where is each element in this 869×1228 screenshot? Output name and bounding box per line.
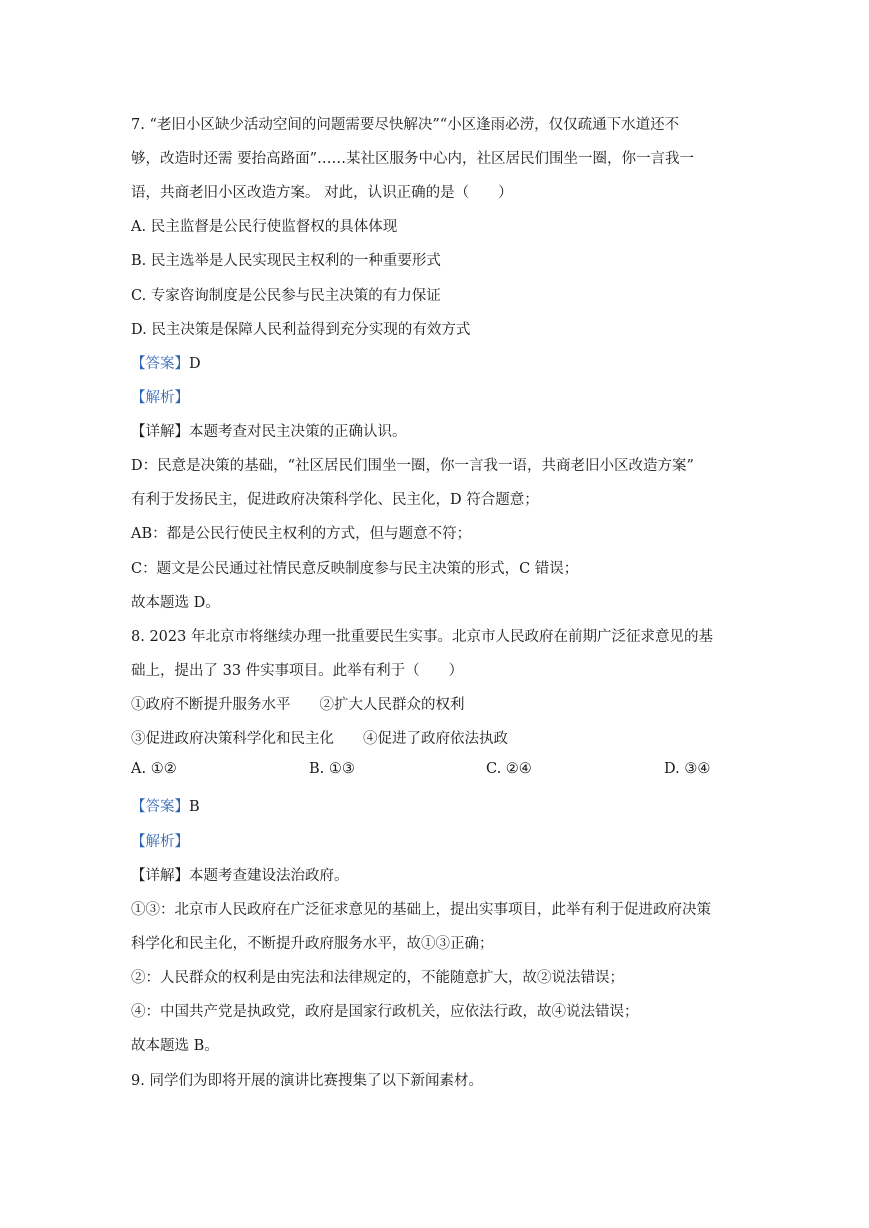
q7-option-d: D. 民主决策是保障人民利益得到充分实现的有效方式 (131, 322, 471, 338)
q8-statements-line-2: ③促进政府决策科学化和民主化 ④促进了政府依法执政 (131, 731, 508, 747)
q7-stem-line-1: 7. “老旧小区缺少活动空间的问题需要尽快解决”“小区逢雨必涝，仅仅疏通下水道还不 (131, 117, 680, 133)
q8-stem-line-1: 8. 2023 年北京市将继续办理一批重要民生实事。北京市人民政府在前期广泛征求意见的基 (131, 629, 713, 645)
q8-option-d: D. ③④ (664, 761, 711, 777)
q8-option-b: B. ①③ (309, 761, 355, 777)
q8-detail-label: 【详解】 (131, 868, 189, 884)
q8-explanation-line-1: ①③：北京市人民政府在广泛征求意见的基础上，提出实事项目，此举有利于促进政府决策 (131, 902, 711, 918)
q7-detail-text: 本题考查对民主决策的正确认识。 (189, 424, 407, 440)
q7-option-b: B. 民主选举是人民实现民主权利的一种重要形式 (131, 253, 441, 269)
q8-analysis-label: 【解析】 (131, 834, 189, 850)
q8-explanation-line-2: 科学化和民主化，不断提升政府服务水平，故①③正确； (131, 936, 494, 952)
q7-option-c: C. 专家咨询制度是公民参与民主决策的有力保证 (131, 288, 441, 304)
q7-stem-line-3: 语，共商老旧小区改造方案。 对此，认识正确的是（ ） (131, 185, 513, 201)
q7-option-a: A. 民主监督是公民行使监督权的具体体现 (131, 219, 398, 235)
q7-explanation-line-2: 有利于发扬民主，促进政府决策科学化、民主化，D 符合题意； (131, 492, 539, 508)
q8-explanation-line-5: 故本题选 B。 (131, 1038, 219, 1054)
q7-explanation-line-1: D：民意是决策的基础，“社区居民们围坐一圈，你一言我一语，共商老旧小区改造方案” (131, 458, 694, 474)
q8-stem-line-2: 础上，提出了 33 件实事项目。此举有利于（ ） (131, 663, 464, 679)
q7-stem-line-2: 够，改造时还需 要抬高路面”……某社区服务中心内，社区居民们围坐一圈，你一言我一 (131, 151, 695, 167)
q8-answer-label: 【答案】 (131, 799, 189, 815)
q8-option-c: C. ②④ (486, 761, 532, 777)
q8-explanation-line-3: ②：人民群众的权利是由宪法和法律规定的，不能随意扩大，故②说法错误； (131, 970, 624, 986)
q8-explanation-line-4: ④：中国共产党是执政党，政府是国家行政机关，应依法行政，故④说法错误； (131, 1004, 639, 1020)
q8-detail (131, 864, 349, 885)
q8-answer (131, 795, 200, 816)
q7-detail-label: 【详解】 (131, 424, 189, 440)
q8-statements-line-1: ①政府不断提升服务水平 ②扩大人民群众的权利 (131, 697, 465, 713)
q7-explanation-line-4: C：题文是公民通过社情民意反映制度参与民主决策的形式，C 错误； (131, 561, 579, 577)
q8-detail-text: 本题考查建设法治政府。 (189, 868, 349, 884)
q7-answer-value: D (189, 356, 201, 372)
q7-answer (131, 352, 201, 373)
q7-answer-label: 【答案】 (131, 356, 189, 372)
q8-option-a: A. ①② (131, 761, 177, 777)
q7-explanation-line-3: AB：都是公民行使民主权利的方式，但与题意不符； (131, 526, 472, 542)
q7-analysis-label: 【解析】 (131, 390, 189, 406)
q7-explanation-line-5: 故本题选 D。 (131, 595, 220, 611)
q9-stem-line-1: 9. 同学们为即将开展的演讲比赛搜集了以下新闻素材。 (131, 1073, 483, 1089)
q8-answer-value: B (189, 799, 200, 815)
q7-detail (131, 420, 407, 441)
